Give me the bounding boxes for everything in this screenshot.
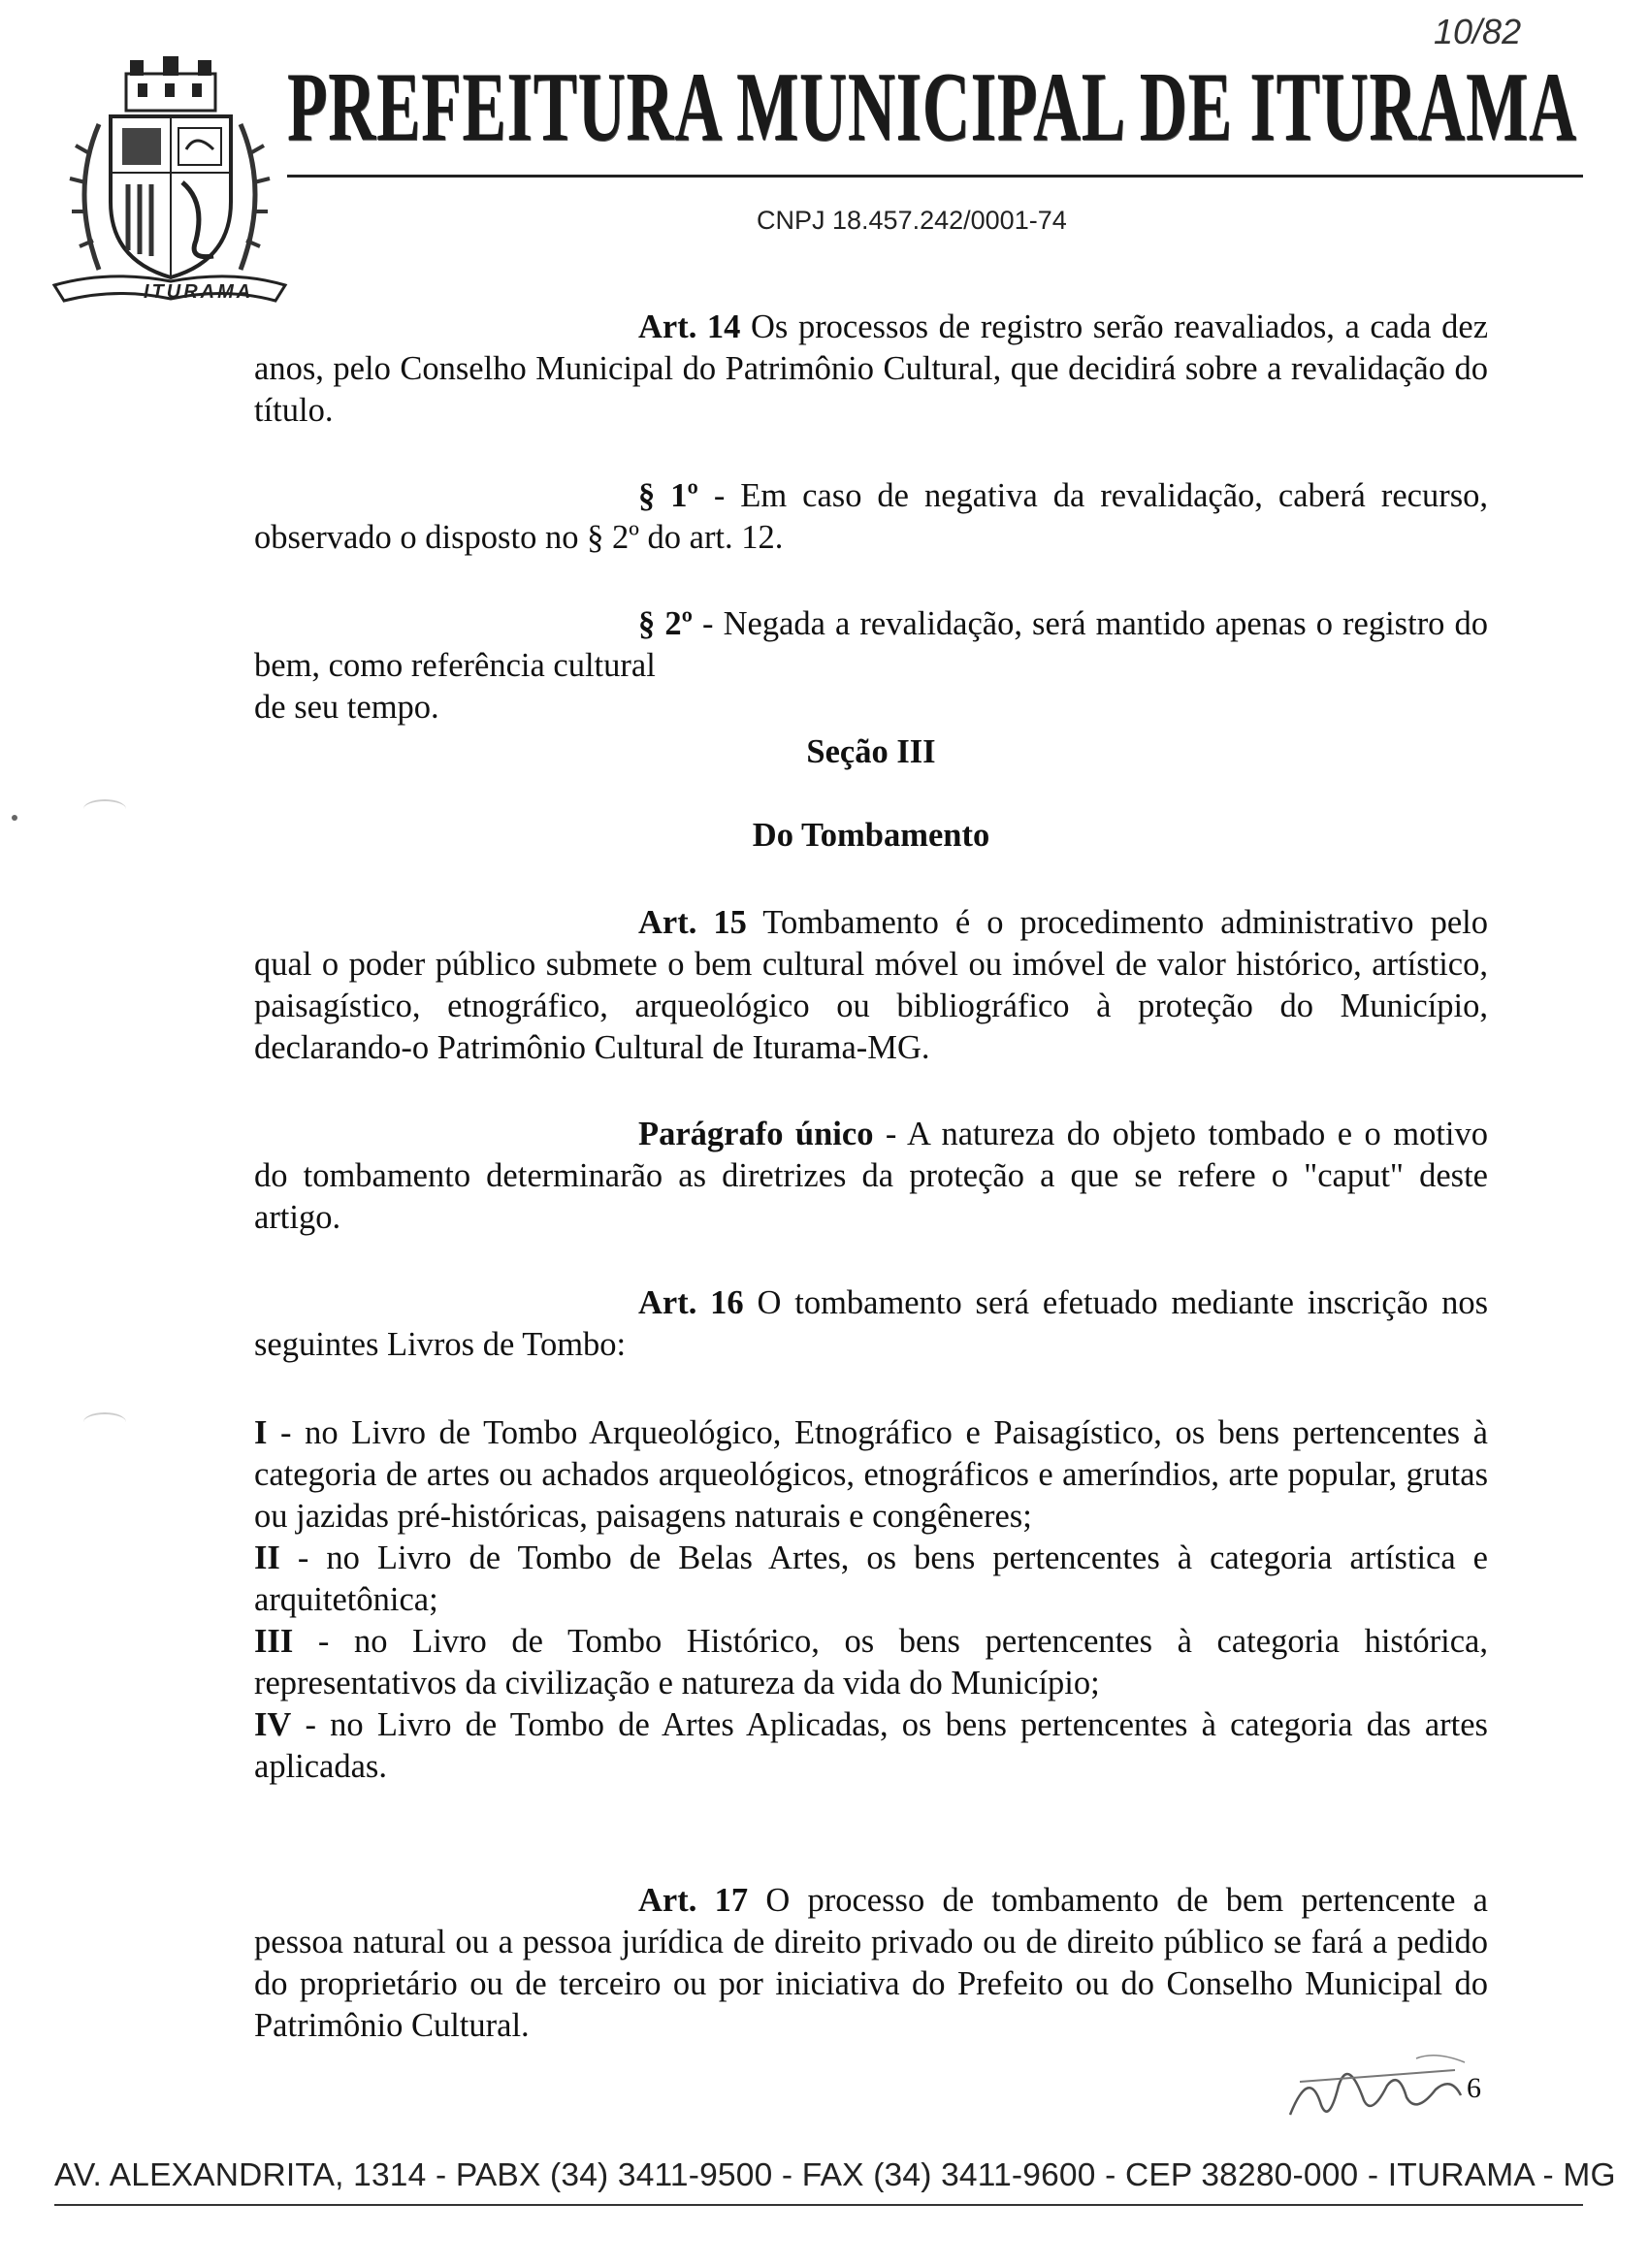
paragraph-text: - A natureza do objeto tombado e o motivo do tombamento determinarão as diretrizes da proteção a que se refere o "caput" deste artigo. bbox=[254, 1116, 1488, 1236]
crest-label: ITURAMA bbox=[144, 281, 254, 303]
municipal-crest-logo bbox=[50, 56, 289, 310]
punch-hole-mark bbox=[83, 1412, 126, 1432]
article-14-paragraph-1 bbox=[254, 475, 1488, 559]
article-16 bbox=[254, 1282, 1488, 1366]
article-label: Art. 14 bbox=[638, 308, 741, 345]
footer-address: AV. ALEXANDRITA, 1314 - PABX (34) 3411-9500 - FAX (34) 3411-9600 - CEP 38280-000 - ITURAMA - MG bbox=[54, 2157, 1616, 2193]
item-text: - no Livro de Tombo de Belas Artes, os bens pertencentes à categoria artística e arquitetônica; bbox=[254, 1539, 1488, 1618]
footer-rule bbox=[54, 2204, 1583, 2206]
article-text: Tombamento é o procedimento administrativo pelo qual o poder público submete o bem cultural móvel ou imóvel de valor histórico, artístico, paisagístico, etnográfico, arqueológico ou bibliográfico à proteção do Município, declarando-o Patrimônio Cultural de Iturama-MG. bbox=[254, 904, 1488, 1066]
page-title: PREFEITURA MUNICIPAL DE ITURAMA bbox=[287, 52, 1577, 162]
paragraph-text-continued: de seu tempo. bbox=[254, 689, 439, 726]
section-subtitle: Do Tombamento bbox=[752, 817, 990, 854]
handwritten-page-mark: 10/82 bbox=[1434, 12, 1522, 51]
list-item bbox=[254, 1412, 1488, 1538]
paragraph-text: - Negada a revalidação, será mantido apenas o registro do bem, como referência cultural bbox=[254, 605, 1488, 684]
item-text: - no Livro de Tombo de Artes Aplicadas, os bens pertencentes à categoria das artes aplicadas. bbox=[254, 1706, 1488, 1785]
article-label: Art. 15 bbox=[638, 904, 747, 941]
article-14 bbox=[254, 307, 1488, 432]
header-rule bbox=[287, 175, 1583, 178]
article-text: O processo de tombamento de bem pertencente a pessoa natural ou a pessoa jurídica de direito privado ou de direito público se fará a pedido do proprietário ou de terceiro ou por iniciativa do Prefeito ou do Conselho Municipal do Patrimônio Cultural. bbox=[254, 1882, 1488, 2044]
item-text: - no Livro de Tombo Arqueológico, Etnográfico e Paisagístico, os bens pertencentes à categoria de artes ou achados arqueológicos, etnográficos e ameríndios, arte popular, grutas ou jazidas pré-históricas, paisagens naturais e congêneres; bbox=[254, 1414, 1488, 1535]
article-label: Art. 16 bbox=[638, 1284, 744, 1321]
paragraph-label: § 1º bbox=[638, 477, 698, 514]
paragraph-text: - Em caso de negativa da revalidação, caberá recurso, observado o disposto no § 2º do art. 12. bbox=[254, 477, 1488, 556]
item-label: III bbox=[254, 1623, 294, 1660]
section-title: Seção III bbox=[806, 733, 936, 770]
item-label: II bbox=[254, 1539, 280, 1576]
scan-speck bbox=[12, 815, 17, 821]
article-label: Art. 17 bbox=[638, 1882, 749, 1919]
paragraph-label: § 2º bbox=[638, 605, 693, 642]
item-text: - no Livro de Tombo Histórico, os bens pertencentes à categoria histórica, representativos da civilização e natureza da vida do Município; bbox=[254, 1623, 1488, 1701]
item-label: I bbox=[254, 1414, 268, 1451]
article-text: O tombamento será efetuado mediante inscrição nos seguintes Livros de Tombo: bbox=[254, 1284, 1489, 1363]
cnpj-number: CNPJ 18.457.242/0001-74 bbox=[757, 206, 1067, 235]
punch-hole-mark bbox=[83, 799, 126, 819]
article-text: Os processos de registro serão reavaliados, a cada dez anos, pelo Conselho Municipal do Patrimônio Cultural, que decidirá sobre a revalidação do título. bbox=[254, 308, 1489, 429]
list-item bbox=[254, 1621, 1488, 1704]
page-number: 6 bbox=[1467, 2072, 1481, 2104]
item-label: IV bbox=[254, 1706, 292, 1743]
paragraph-label: Parágrafo único bbox=[638, 1116, 874, 1152]
article-17 bbox=[254, 1880, 1488, 2047]
article-15 bbox=[254, 902, 1488, 1069]
article-14-paragraph-2 bbox=[254, 603, 1488, 729]
list-item bbox=[254, 1704, 1488, 1788]
article-16-list bbox=[254, 1412, 1488, 1788]
list-item bbox=[254, 1538, 1488, 1621]
article-15-sole-paragraph bbox=[254, 1114, 1488, 1239]
